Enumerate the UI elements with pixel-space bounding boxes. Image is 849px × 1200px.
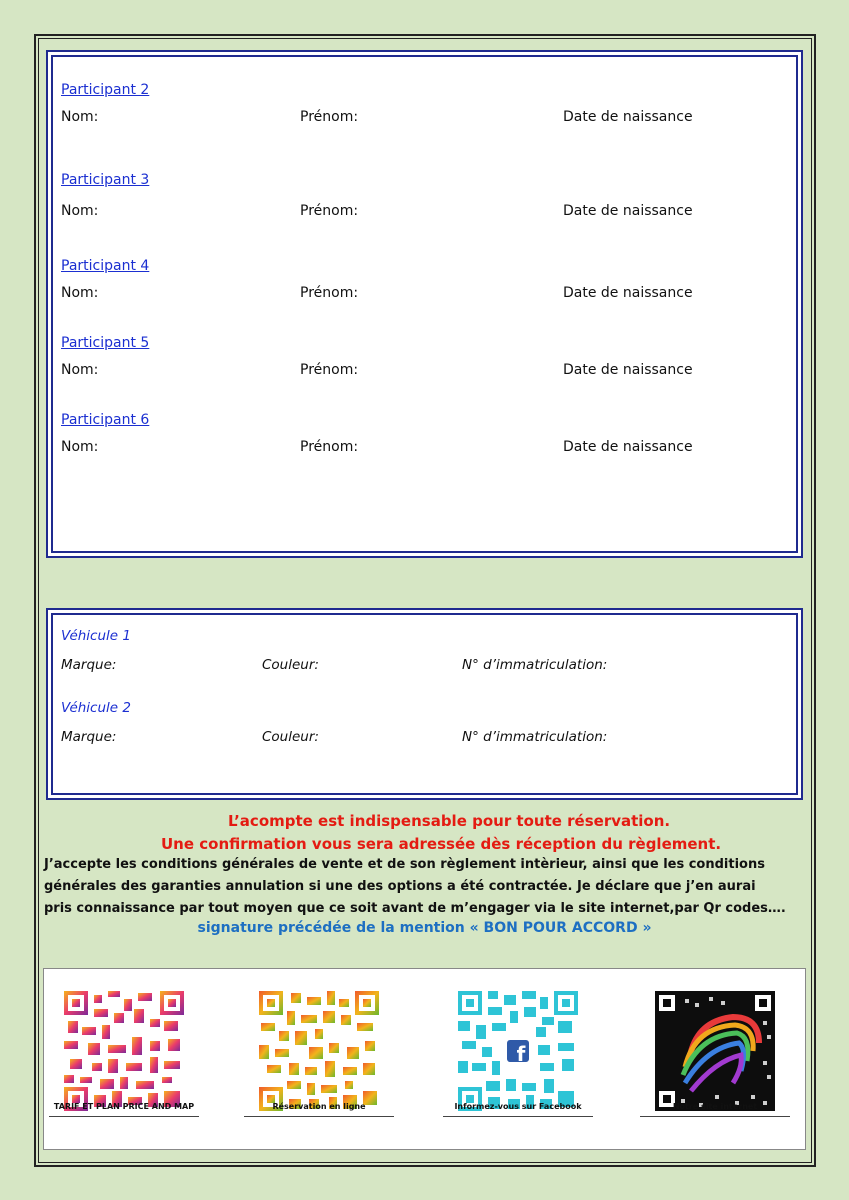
participant-5-prenom: Prénom: — [300, 362, 359, 378]
vehicle-1-immat: N° d’immatriculation: — [462, 657, 608, 673]
participants-box — [46, 50, 803, 558]
qr-caption-website: Notre site internet — [672, 1102, 758, 1111]
participant-4-date: Date de naissance — [563, 285, 693, 301]
participant-2-label[interactable]: Participant 2 — [61, 82, 150, 98]
qr-caption-reservation: Réservation en ligne — [272, 1102, 366, 1111]
confirmation-notice: Une confirmation vous sera adressée dès réception du règlement. — [161, 835, 722, 853]
participant-6-nom: Nom: — [61, 439, 99, 455]
vehicle-1-label: Véhicule 1 — [61, 628, 131, 644]
participant-2-prenom: Prénom: — [300, 109, 359, 125]
participant-2-date: Date de naissance — [563, 109, 693, 125]
qr-caption-tarif: TARIF ET PLAN PRICE AND MAP — [53, 1102, 195, 1111]
legal-line-2: générales des garanties annulation si une des options a été contractée. Je déclare que j’en aurai — [44, 879, 756, 894]
participant-3-date: Date de naissance — [563, 203, 693, 219]
participant-4-prenom: Prénom: — [300, 285, 359, 301]
deposit-notice: L’acompte est indispensable pour toute réservation. — [228, 812, 671, 830]
qr-caption-underline-1 — [49, 1116, 199, 1117]
qr-caption-underline-4 — [640, 1116, 790, 1117]
vehicle-2-label: Véhicule 2 — [61, 700, 131, 716]
qr-caption-underline-3 — [443, 1116, 593, 1117]
participant-4-label[interactable]: Participant 4 — [61, 258, 150, 274]
participant-3-label[interactable]: Participant 3 — [61, 172, 150, 188]
facebook-qr-code-icon[interactable] — [458, 991, 578, 1111]
qr-code-icon[interactable] — [64, 991, 184, 1111]
participant-6-prenom: Prénom: — [300, 439, 359, 455]
participant-5-date: Date de naissance — [563, 362, 693, 378]
signature-mention: signature précédée de la mention « BON POUR ACCORD » — [197, 920, 652, 936]
participant-6-label[interactable]: Participant 6 — [61, 412, 150, 428]
participant-5-label[interactable]: Participant 5 — [61, 335, 150, 351]
qr-codes-panel — [43, 968, 806, 1150]
participant-6-date: Date de naissance — [563, 439, 693, 455]
qr-code-icon[interactable] — [655, 991, 775, 1111]
participant-4-nom: Nom: — [61, 285, 99, 301]
legal-line-1: J’accepte les conditions générales de vente et de son règlement intèrieur, ainsi que les conditions — [44, 857, 765, 872]
vehicle-2-couleur: Couleur: — [262, 729, 319, 745]
participant-3-prenom: Prénom: — [300, 203, 359, 219]
qr-code-icon[interactable] — [259, 991, 379, 1111]
participant-5-nom: Nom: — [61, 362, 99, 378]
qr-caption-facebook: Informez-vous sur Facebook — [454, 1102, 582, 1111]
svg-text:f: f — [516, 1042, 526, 1066]
vehicle-2-immat: N° d’immatriculation: — [462, 729, 608, 745]
participant-3-nom: Nom: — [61, 203, 99, 219]
vehicles-box — [46, 608, 803, 800]
vehicle-2-marque: Marque: — [61, 729, 117, 745]
qr-caption-underline-2 — [244, 1116, 394, 1117]
legal-line-3: pris connaissance par tout moyen que ce soit avant de m’engager via le site internet,par Qr codes…. — [44, 901, 786, 916]
vehicle-1-couleur: Couleur: — [262, 657, 319, 673]
vehicle-1-marque: Marque: — [61, 657, 117, 673]
participant-2-nom: Nom: — [61, 109, 99, 125]
